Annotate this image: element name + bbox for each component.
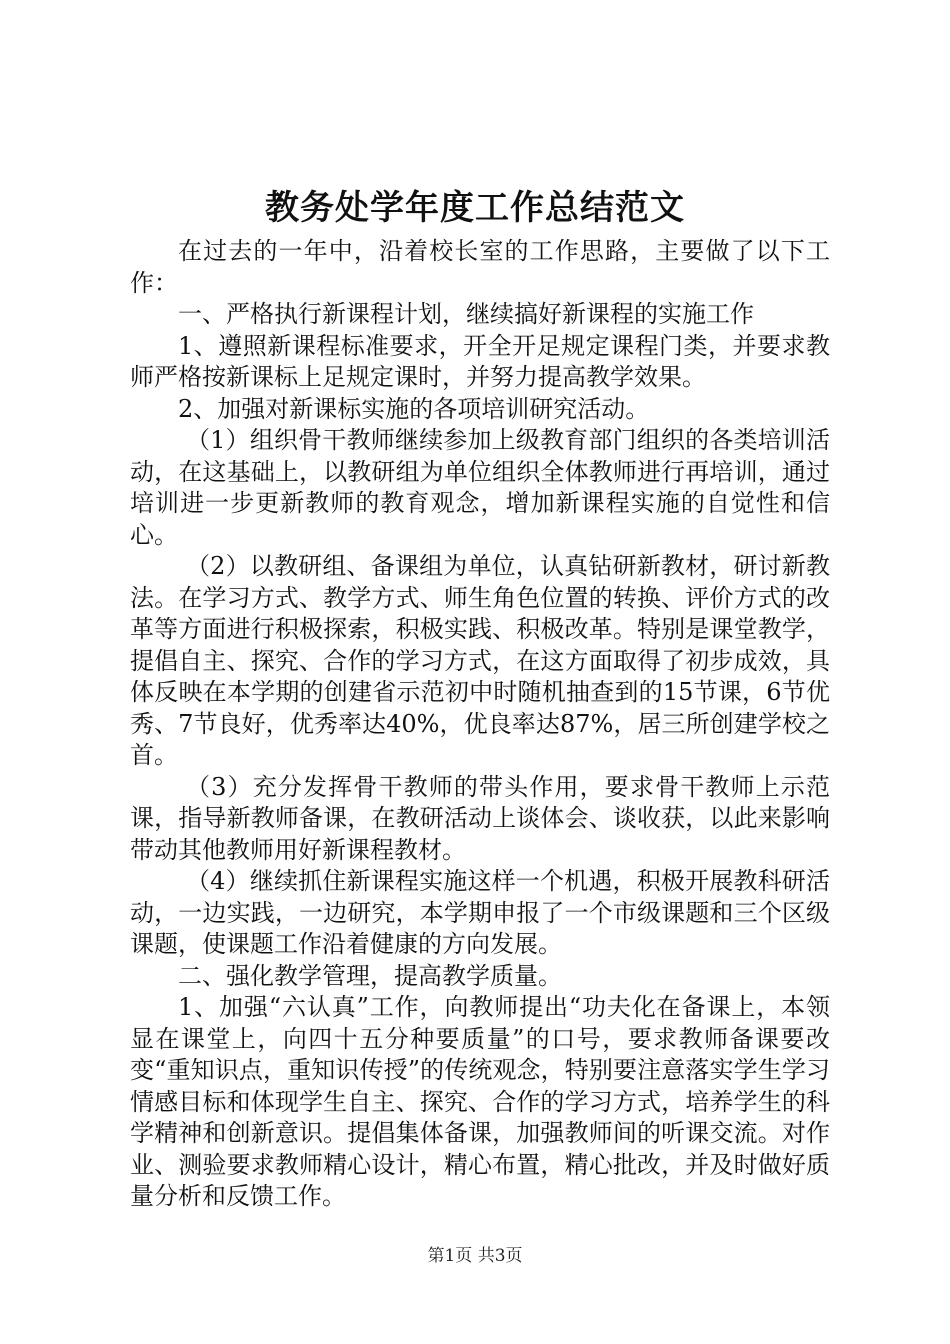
document-body xyxy=(130,236,830,1213)
document-title: 教务处学年度工作总结范文 xyxy=(265,188,685,228)
paragraph-subitem-3: （3）充分发挥骨干教师的带头作用，要求骨干教师上示范课，指导新教师备课，在教研活动上谈体会、谈收获，以此来影响带动其他教师用好新课程教材。 xyxy=(130,772,830,864)
paragraph-section-heading-2: 二、强化教学管理，提高教学质量。 xyxy=(178,961,562,990)
paragraph-section-heading-1: 一、严格执行新课程计划，继续搞好新课程的实施工作 xyxy=(178,300,754,328)
paragraph-item-2-1: 1、加强“六认真”工作，向教师提出“功夫化在备课上，本领显在课堂上，向四十五分种要质量”的口号，要求教师备课要改变“重知识点，重知识传授”的传统观念，特别要注意落实学生学习情感目标和体现学生自主、探究、合作的学习方式，培养学生的科学精神和创新意识。提倡集体备课，加强教师间的听课交流。对作业、测验要求教师精心设计，精心布置，精心批改，并及时做好质量分析和反馈工作。 xyxy=(130,993,830,1210)
paragraph-item-2: 2、加强对新课标实施的各项培训研究活动。 xyxy=(178,394,650,423)
paragraph-intro: 在过去的一年中，沿着校长室的工作思路，主要做了以下工作： xyxy=(130,237,830,297)
page-footer: 第1页 共3页 xyxy=(427,1246,523,1266)
paragraph-subitem-2: （2）以教研组、备课组为单位，认真钻研新教材，研讨新教法。在学习方式、教学方式、师生角色位置的转换、评价方式的改革等方面进行积极探索，积极实践、积极改革。特别是课堂教学，提倡自主、探究、合作的学习方式，在这方面取得了初步成效，具体反映在本学期的创建省示范初中时随机抽查到的15节课，6节优秀、7节良好，优秀率达40%，优良率达87%，居三所创建学校之首。 xyxy=(130,552,830,769)
paragraph-subitem-4: （4）继续抓住新课程实施这样一个机遇，积极开展教科研活动，一边实践，一边研究，本学期申报了一个市级课题和三个区级课题，使课题工作沿着健康的方向发展。 xyxy=(130,867,830,958)
paragraph-item-1: 1、遵照新课程标准要求，开全开足规定课程门类，并要求教师严格按新课标上足规定课时，并努力提高教学效果。 xyxy=(130,331,830,391)
paragraph-subitem-1: （1）组织骨干教师继续参加上级教育部门组织的各类培训活动，在这基础上，以教研组为单位组织全体教师进行再培训，通过培训进一步更新教师的教育观念，增加新课程实施的自觉性和信心。 xyxy=(130,426,830,549)
